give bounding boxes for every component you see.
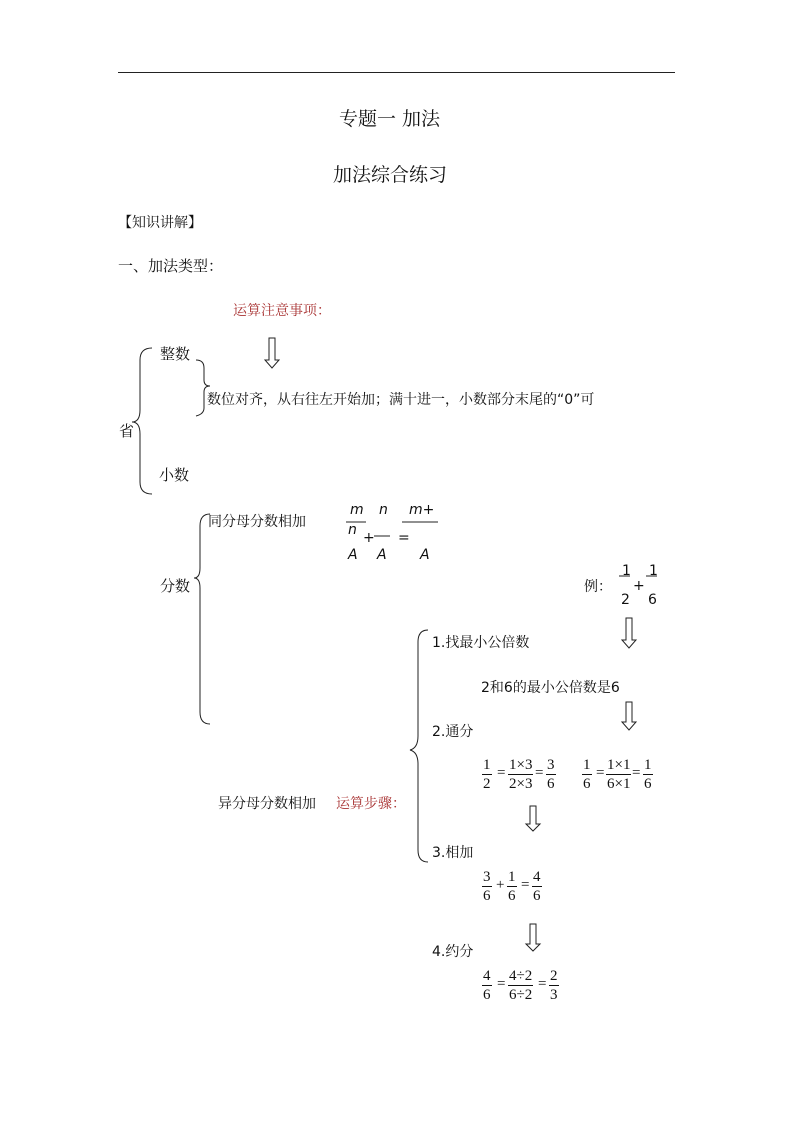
add-b: $\frac{1}{6}$ — [508, 869, 516, 904]
equals-sign: = — [535, 765, 544, 781]
same-denominator-label: 同分母分数相加 — [208, 514, 306, 530]
formula-a-den: A — [348, 547, 358, 563]
tongfen1-b: $\frac{1\times 3}{2\times 3}$ — [509, 757, 533, 792]
down-arrow-icon — [526, 924, 540, 951]
document-title: 专题一 加法 — [339, 108, 441, 130]
down-arrow-icon — [265, 338, 279, 368]
equals-sign: = — [632, 765, 641, 781]
equals-sign: = — [497, 765, 506, 781]
example-plus: + — [633, 578, 645, 594]
rule-text: 数位对齐，从右往左开始加；满十进一，小数部分末尾的“0”可 — [207, 392, 595, 408]
section-heading: 一、加法类型： — [118, 257, 224, 275]
fraction-brace — [194, 514, 210, 724]
diff-denominator-label: 异分母分数相加 — [218, 796, 316, 812]
equals-sign: = — [596, 765, 605, 781]
down-arrow-icon — [622, 702, 636, 730]
tongfen1-a: $\frac{1}{2}$ — [483, 757, 491, 792]
add-a: $\frac{3}{6}$ — [483, 869, 491, 904]
formula-plus: + — [363, 530, 375, 546]
reduce-a: $\frac{4}{6}$ — [483, 968, 491, 1003]
formula-stray-n: n — [348, 522, 357, 538]
step-2-label: 2.通分 — [432, 724, 474, 740]
plus-sign: + — [496, 877, 505, 893]
tongfen2-b: $\frac{1\times 1}{6\times 1}$ — [607, 757, 631, 792]
add-c: $\frac{4}{6}$ — [533, 869, 541, 904]
lcm-text: 2和6的最小公倍数是6 — [481, 680, 620, 696]
outer-brace — [132, 348, 152, 494]
example-a-den: 2 — [621, 592, 630, 608]
equals-sign: = — [538, 976, 547, 992]
decimal-label: 小数 — [159, 466, 190, 484]
example-a-num: 1 — [622, 563, 631, 579]
example-label: 例： — [584, 579, 612, 595]
section-label: 【知识讲解】 — [118, 215, 202, 231]
cut-off-char: 省 — [119, 422, 135, 440]
formula-b-den: A — [377, 547, 387, 563]
fraction-label: 分数 — [160, 577, 191, 595]
equals-sign: = — [497, 976, 506, 992]
reduce-c: $\frac{2}{3}$ — [550, 968, 558, 1003]
formula-c-den: A — [420, 547, 430, 563]
down-arrow-icon — [526, 806, 540, 831]
equals-sign: = — [521, 877, 530, 893]
formula-b-num: n — [379, 502, 388, 518]
down-arrow-icon — [622, 618, 636, 648]
integer-label: 整数 — [160, 345, 191, 363]
formula-c-num: m+ — [409, 502, 435, 518]
step-1-label: 1.找最小公倍数 — [432, 635, 530, 651]
example-b-den: 6 — [648, 592, 657, 608]
formula-a-num: m — [350, 502, 364, 518]
reduce-b: $\frac{4\div 2}{6\div 2}$ — [509, 968, 533, 1003]
attention-label: 运算注意事项： — [233, 303, 331, 319]
formula-equals: = — [398, 530, 410, 546]
step-3-label: 3.相加 — [432, 845, 474, 861]
steps-label: 运算步骤： — [336, 796, 406, 812]
tongfen1-c: $\frac{3}{6}$ — [547, 757, 555, 792]
step-4-label: 4.约分 — [432, 944, 474, 960]
tongfen2-a: $\frac{1}{6}$ — [583, 757, 591, 792]
document-subtitle: 加法综合练习 — [333, 164, 448, 186]
example-b-num: 1 — [649, 563, 658, 579]
tongfen2-c: $\frac{1}{6}$ — [644, 757, 652, 792]
steps-brace — [410, 630, 428, 862]
